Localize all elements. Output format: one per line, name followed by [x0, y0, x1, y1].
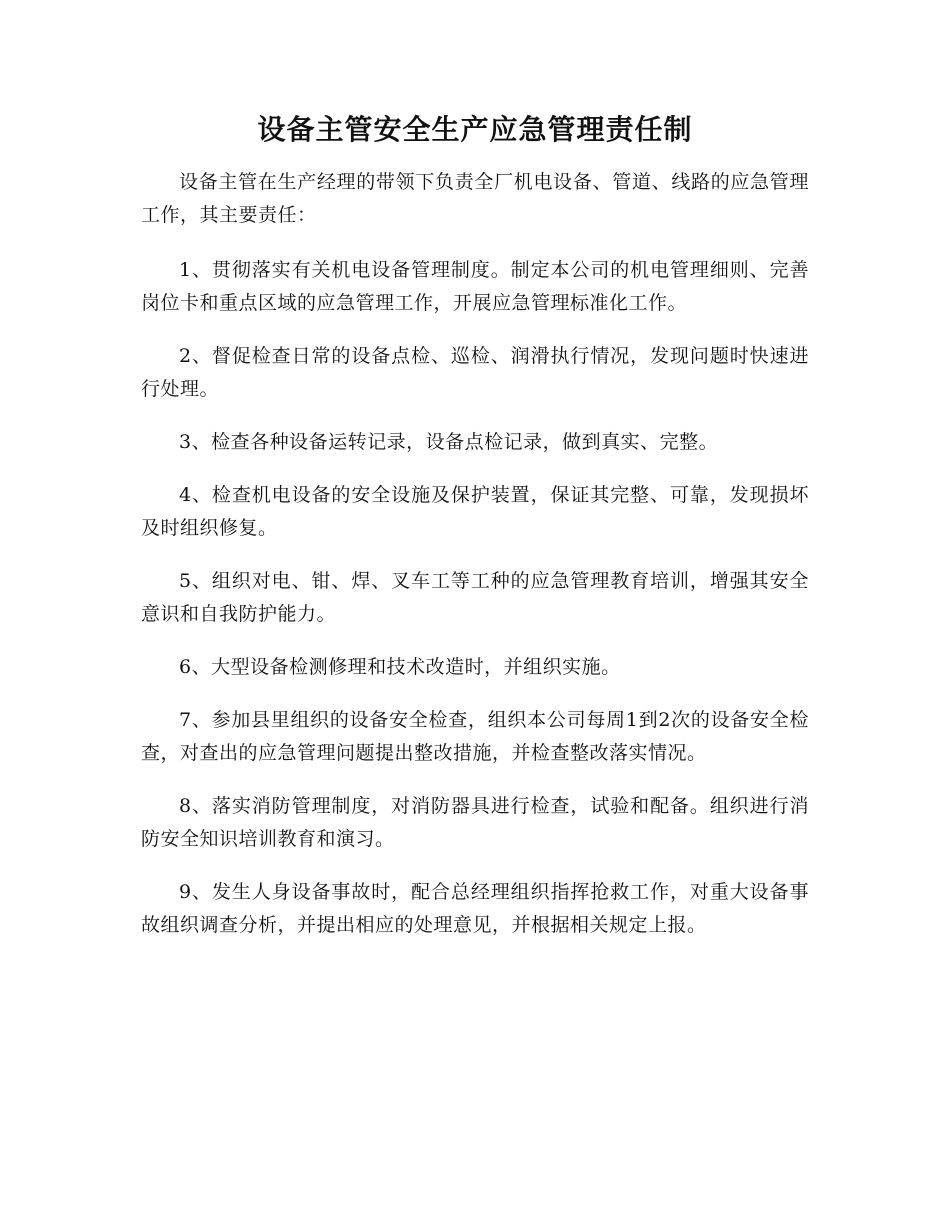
responsibility-item-5: 5、组织对电、钳、焊、叉车工等工种的应急管理教育培训，增强其安全意识和自我防护能力。 — [141, 570, 809, 625]
document-title: 设备主管安全生产应急管理责任制 — [257, 113, 693, 146]
responsibility-item-3: 3、检查各种设备运转记录，设备点检记录，做到真实、完整。 — [179, 431, 719, 453]
responsibility-item-1: 1、贯彻落实有关机电设备管理制度。制定本公司的机电管理细则、完善岗位卡和重点区域的应急管理工作，开展应急管理标准化工作。 — [141, 259, 809, 314]
document-body — [141, 166, 809, 962]
responsibility-item-9: 9、发生人身设备事故时，配合总经理组织指挥抢救工作，对重大设备事故组织调查分析，并提出相应的处理意见，并根据相关规定上报。 — [141, 881, 809, 936]
responsibility-item-8: 8、落实消防管理制度，对消防器具进行检查，试验和配备。组织进行消防安全知识培训教育和演习。 — [141, 795, 809, 850]
responsibility-item-2: 2、督促检查日常的设备点检、巡检、润滑执行情况，发现问题时快速进行处理。 — [141, 345, 809, 400]
intro-paragraph: 设备主管在生产经理的带领下负责全厂机电设备、管道、线路的应急管理工作，其主要责任： — [141, 171, 809, 226]
responsibility-item-4: 4、检查机电设备的安全设施及保护装置，保证其完整、可靠，发现损坏及时组织修复。 — [141, 484, 809, 539]
responsibility-item-6: 6、大型设备检测修理和技术改造时，并组织实施。 — [179, 656, 621, 678]
responsibility-item-7: 7、参加县里组织的设备安全检查，组织本公司每周1到2次的设备安全检查，对查出的应急管理问题提出整改措施，并检查整改落实情况。 — [141, 709, 809, 764]
